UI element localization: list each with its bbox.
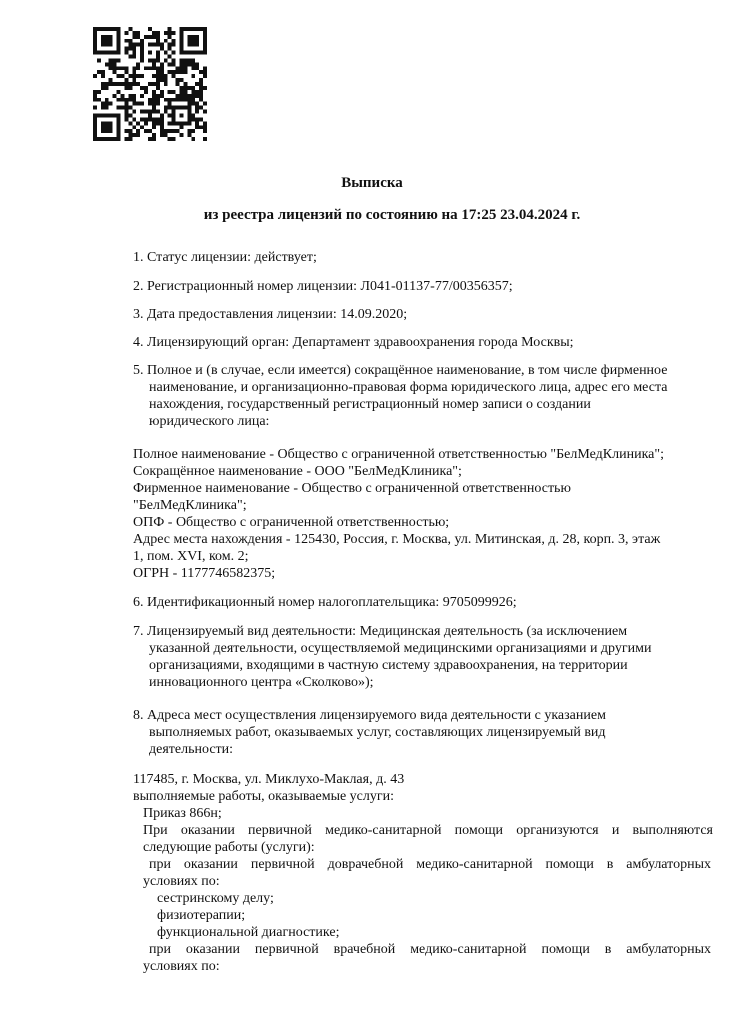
item-issue-date: 3. Дата предоставления лицензии: 14.09.2020; bbox=[133, 307, 408, 322]
qr-code bbox=[93, 27, 207, 141]
item-licensing-authority: 4. Лицензирующий орган: Департамент здравоохранения города Москвы; bbox=[133, 335, 574, 350]
order-number: Приказ 866н; bbox=[143, 806, 222, 821]
services-label: выполняемые работы, оказываемые услуги: bbox=[133, 789, 395, 804]
list-item: сестринскому делу; bbox=[157, 891, 274, 906]
item-activity-addresses: 8. Адреса мест осуществления лицензируемого вида деятельности с указанием выполняемых работ, оказываемых услуг, составляющих лицензируемый вид деятельности: bbox=[133, 708, 606, 757]
item-organization-names: 5. Полное и (в случае, если имеется) сокращённое наименование, в том числе фирменное наименование, и организационно-правовая форма юридического лица, адрес его места нахождения, государственный регистрационный номер записи о создании юридического лица: bbox=[133, 363, 668, 429]
item-activity-type: 7. Лицензируемый вид деятельности: Медицинская деятельность (за исключением указанной деятельности, осуществляемой медицинскими организациями и другими организациями, входящими в частную систему здравоохранения, на территории инновационного центра «Сколково»); bbox=[133, 624, 652, 690]
organization-details: Полное наименование - Общество с ограниченной ответственностью "БелМедКлиника"; Сокращённое наименование - ООО "БелМедКлиника"; Фирменное наименование - Общество с ограниченной ответственностью "БелМедКлиника"; ОПФ - Общество с ограниченной ответственностью; Адрес места нахождения - 125430, Россия, г. Москва, ул. Митинская, д. 28, корп. 3, этаж 1, пом. XVI, ком. 2; ОГРН - 1177746582375; bbox=[133, 447, 664, 581]
list-item: функциональной диагностике; bbox=[157, 925, 340, 940]
item-registration-number: 2. Регистрационный номер лицензии: Л041-01137-77/00356357; bbox=[133, 279, 513, 294]
address-section: 117485, г. Москва, ул. Миклухо-Маклая, д. 43 выполняемые работы, оказываемые услуги: Приказ 866н; При оказании первичной медико-санитарной помощи организуются и выполняются следующие работы (услуги): при оказании первичной доврачебной медико-санитарной помощи в амбулаторных условиях по: сестринскому делу; физиотерапии; функциональной диагностике; при оказании первичной врачебной медико-санитарной помощи в амбулаторных условиях по: bbox=[133, 772, 713, 974]
address-line: 117485, г. Москва, ул. Миклухо-Маклая, д. 43 bbox=[133, 772, 405, 787]
item-license-status: 1. Статус лицензии: действует; bbox=[133, 250, 317, 265]
item-taxpayer-id: 6. Идентификационный номер налогоплательщика: 9705099926; bbox=[133, 595, 517, 610]
document-title: Выписка bbox=[341, 175, 403, 191]
document-subtitle: из реестра лицензий по состоянию на 17:25 23.04.2024 г. bbox=[203, 207, 581, 223]
list-item: физиотерапии; bbox=[157, 908, 246, 923]
